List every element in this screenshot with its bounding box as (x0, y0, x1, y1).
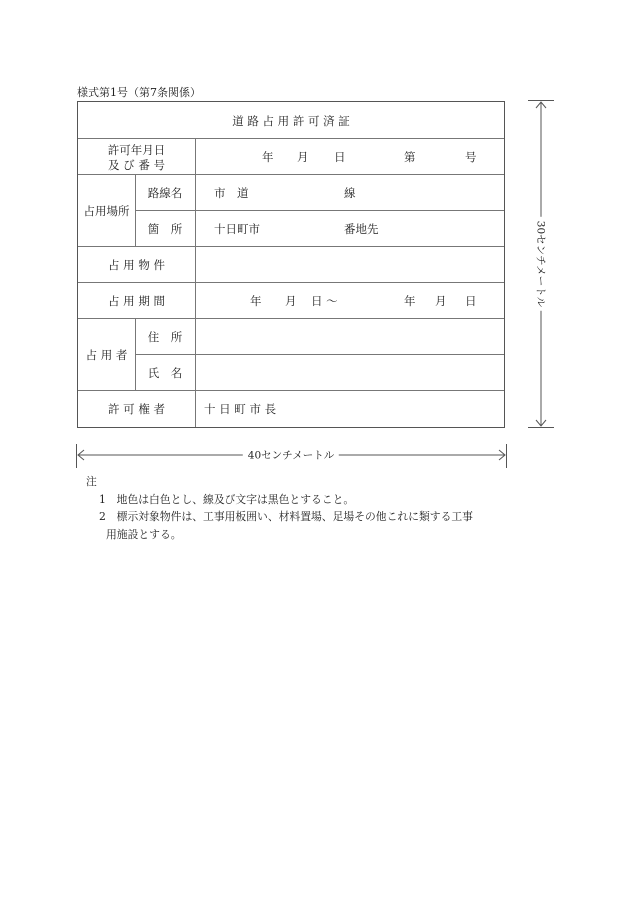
note-item: 1 地色は白色とし、線及び文字は黒色とすること。 (99, 492, 355, 506)
period-start-year: 年 (250, 294, 262, 308)
date-day: 日 (334, 150, 346, 164)
row-divider (78, 138, 504, 139)
route-label: 路線名 (147, 186, 183, 200)
period-label: 占 用 期 間 (108, 294, 165, 308)
route-city: 市 道 (214, 186, 249, 200)
period-start-day: 日 ～ (311, 294, 338, 308)
authority-label: 許 可 権 者 (108, 402, 165, 416)
form-number-label: 様式第1号（第7条関係） (77, 86, 201, 99)
period-end-day: 日 (465, 294, 477, 308)
place-banchi: 番地先 (344, 222, 379, 236)
row-divider (78, 318, 504, 319)
place-town: 十日町市 (214, 222, 260, 236)
number-go: 号 (465, 150, 477, 164)
width-dimension-label: 40センチメートル (243, 448, 339, 463)
number-dai: 第 (404, 150, 416, 164)
notes (86, 473, 516, 543)
authority-value: 十 日 町 市 長 (204, 402, 277, 416)
column-divider (195, 138, 196, 427)
row-divider (78, 390, 504, 391)
row-divider (78, 174, 504, 175)
notes-heading: 注 (86, 475, 97, 488)
name-label: 氏 名 (147, 366, 183, 380)
date-month: 月 (297, 150, 309, 164)
row-divider (78, 246, 504, 247)
period-end-month: 月 (435, 294, 447, 308)
sign-title: 道 路 占 用 許 可 済 証 (232, 114, 350, 128)
row-divider (135, 354, 504, 355)
period-end-year: 年 (404, 294, 416, 308)
row-divider (135, 210, 504, 211)
place-label: 箇 所 (147, 222, 183, 236)
location-label: 占用場所 (83, 204, 130, 218)
height-dimension-label: 30センチメートル (534, 217, 549, 311)
permit-date-label: 許可年月日 (107, 143, 166, 157)
period-start-month: 月 (285, 294, 297, 308)
permit-number-label: 及 び 番 号 (108, 158, 165, 172)
note-item-continuation: 用施設とする。 (106, 527, 182, 541)
date-year: 年 (262, 150, 274, 164)
object-label: 占 用 物 件 (108, 258, 165, 272)
address-label: 住 所 (147, 330, 183, 344)
occupant-label: 占 用 者 (85, 348, 128, 362)
note-item: 2 標示対象物件は、工事用板囲い、材料置場、足場その他これに類する工事 (99, 510, 473, 523)
row-divider (78, 282, 504, 283)
route-line: 線 (344, 186, 356, 200)
permit-sign-table (77, 101, 505, 428)
